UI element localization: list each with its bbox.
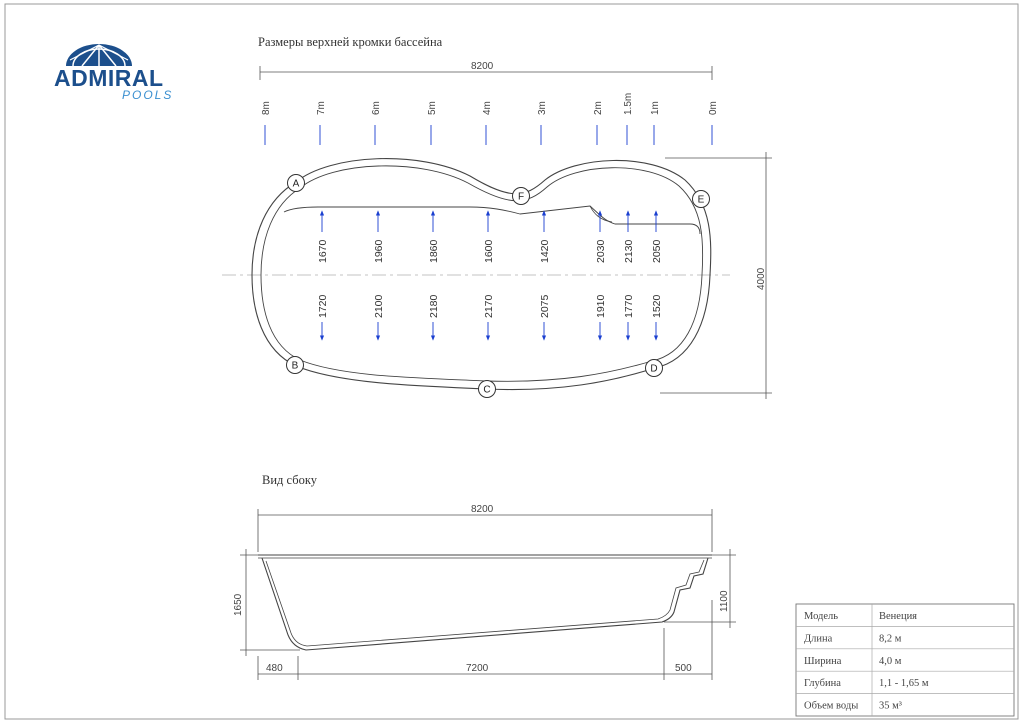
- depth-label-top: 2030: [595, 239, 607, 263]
- depth-label-top: 1960: [373, 239, 385, 263]
- depth-label-bottom: 1910: [595, 294, 607, 318]
- meter-mark-label: 2m: [593, 101, 604, 115]
- depth-label-bottom: 2180: [428, 294, 440, 318]
- side-length-label: 8200: [471, 504, 494, 515]
- logo-subtitle: POOLS: [122, 88, 174, 102]
- depth-label-top: 1860: [428, 239, 440, 263]
- width-label: 4000: [756, 267, 767, 290]
- deep-end-label: 1650: [233, 593, 244, 616]
- meter-marks: [261, 93, 719, 145]
- reference-point-label: B: [291, 360, 299, 372]
- depth-label-top: 2130: [623, 239, 635, 263]
- spec-label: Глубина: [804, 678, 841, 690]
- shallow-end-dimension: [664, 549, 736, 628]
- reference-point-label: A: [292, 178, 300, 190]
- shallow-end-label: 1100: [719, 590, 730, 612]
- admiral-pools-logo: [54, 44, 173, 102]
- depth-measurements: [317, 213, 663, 338]
- spec-label: Модель: [804, 611, 839, 622]
- meter-mark-label: 7m: [316, 101, 327, 115]
- side-view-title: Вид сбоку: [262, 473, 317, 487]
- spec-value: 1,1 - 1,65 м: [879, 678, 929, 690]
- meter-mark-label: 6m: [371, 101, 382, 115]
- reference-points: [287, 175, 710, 398]
- meter-mark-label: 1.5m: [623, 92, 634, 115]
- reference-point-label: D: [650, 363, 658, 375]
- top-length-label: 8200: [471, 61, 494, 72]
- depth-label-bottom: 2075: [539, 294, 551, 318]
- meter-mark-label: 0m: [708, 101, 719, 115]
- reference-point-label: C: [483, 384, 491, 396]
- depth-label-top: 2050: [651, 239, 663, 263]
- meter-mark-label: 1m: [650, 101, 661, 115]
- spec-label: Объем воды: [804, 700, 859, 712]
- depth-label-top: 1420: [539, 239, 551, 263]
- meter-mark-label: 8m: [261, 101, 272, 115]
- top-view-title: Размеры верхней кромки бассейна: [258, 35, 443, 49]
- spec-label: Ширина: [804, 655, 842, 667]
- pool-outline: [252, 159, 711, 390]
- bottom-left-label: 480: [266, 663, 283, 674]
- spec-value: 4,0 м: [879, 655, 902, 667]
- meter-mark-label: 5m: [427, 101, 438, 115]
- logo-wordmark: ADMIRAL: [54, 65, 164, 91]
- side-profile: [258, 555, 712, 650]
- depth-label-bottom: 1770: [623, 294, 635, 318]
- spec-label: Длина: [804, 633, 833, 645]
- reference-point-label: E: [697, 194, 705, 206]
- side-length-dimension: [258, 509, 712, 552]
- meter-mark-label: 3m: [537, 101, 548, 115]
- spec-table: [796, 604, 1014, 716]
- depth-label-top: 1670: [317, 239, 329, 263]
- umbrella-icon: [66, 44, 132, 66]
- spec-value: 8,2 м: [879, 633, 902, 645]
- bottom-right-label: 500: [675, 663, 692, 674]
- bottom-mid-label: 7200: [466, 663, 489, 674]
- depth-label-bottom: 1720: [317, 294, 329, 318]
- spec-value: 35 м³: [879, 700, 902, 712]
- depth-label-bottom: 1520: [651, 294, 663, 318]
- spec-value: Венеция: [879, 611, 918, 622]
- depth-label-bottom: 2170: [483, 294, 495, 318]
- reference-point-label: F: [517, 191, 525, 203]
- depth-label-bottom: 2100: [373, 294, 385, 318]
- depth-label-top: 1600: [483, 239, 495, 263]
- meter-mark-label: 4m: [482, 101, 493, 115]
